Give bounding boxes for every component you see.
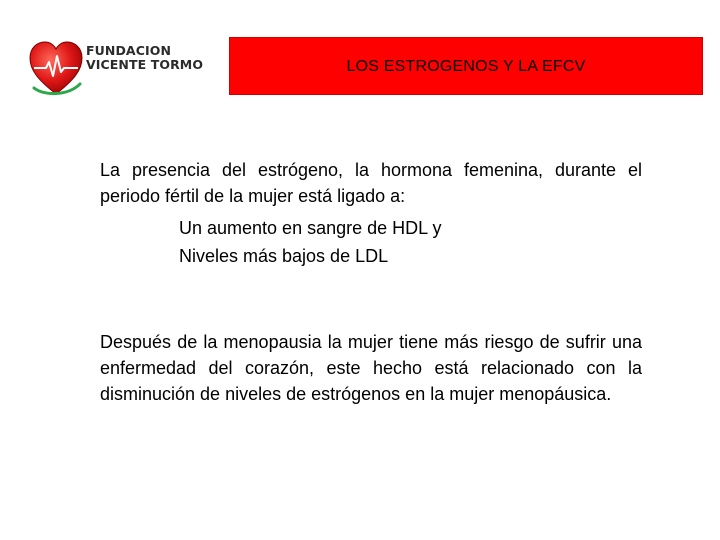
indented-item-hdl: Un aumento en sangre de HDL y bbox=[179, 218, 442, 238]
logo-text bbox=[86, 44, 203, 72]
logo-line-1: FUNDACION bbox=[86, 43, 172, 58]
heart-pulse-icon bbox=[28, 38, 84, 98]
title-banner bbox=[229, 37, 703, 95]
page-title: LOS ESTROGENOS Y LA EFCV bbox=[346, 58, 586, 75]
menopause-paragraph: Después de la menopausia la mujer tiene más riesgo de sufrir una enfermedad del corazón, este hecho está relacionado con la disminución de niveles de estrógenos en la mujer menopáusica. bbox=[100, 332, 642, 404]
intro-paragraph: La presencia del estrógeno, la hormona femenina, durante el periodo fértil de la mujer está ligado a: bbox=[100, 160, 642, 206]
logo-line-2: VICENTE TORMO bbox=[86, 57, 204, 72]
fundacion-logo bbox=[28, 38, 218, 100]
indented-item-ldl: Niveles más bajos de LDL bbox=[179, 246, 389, 266]
